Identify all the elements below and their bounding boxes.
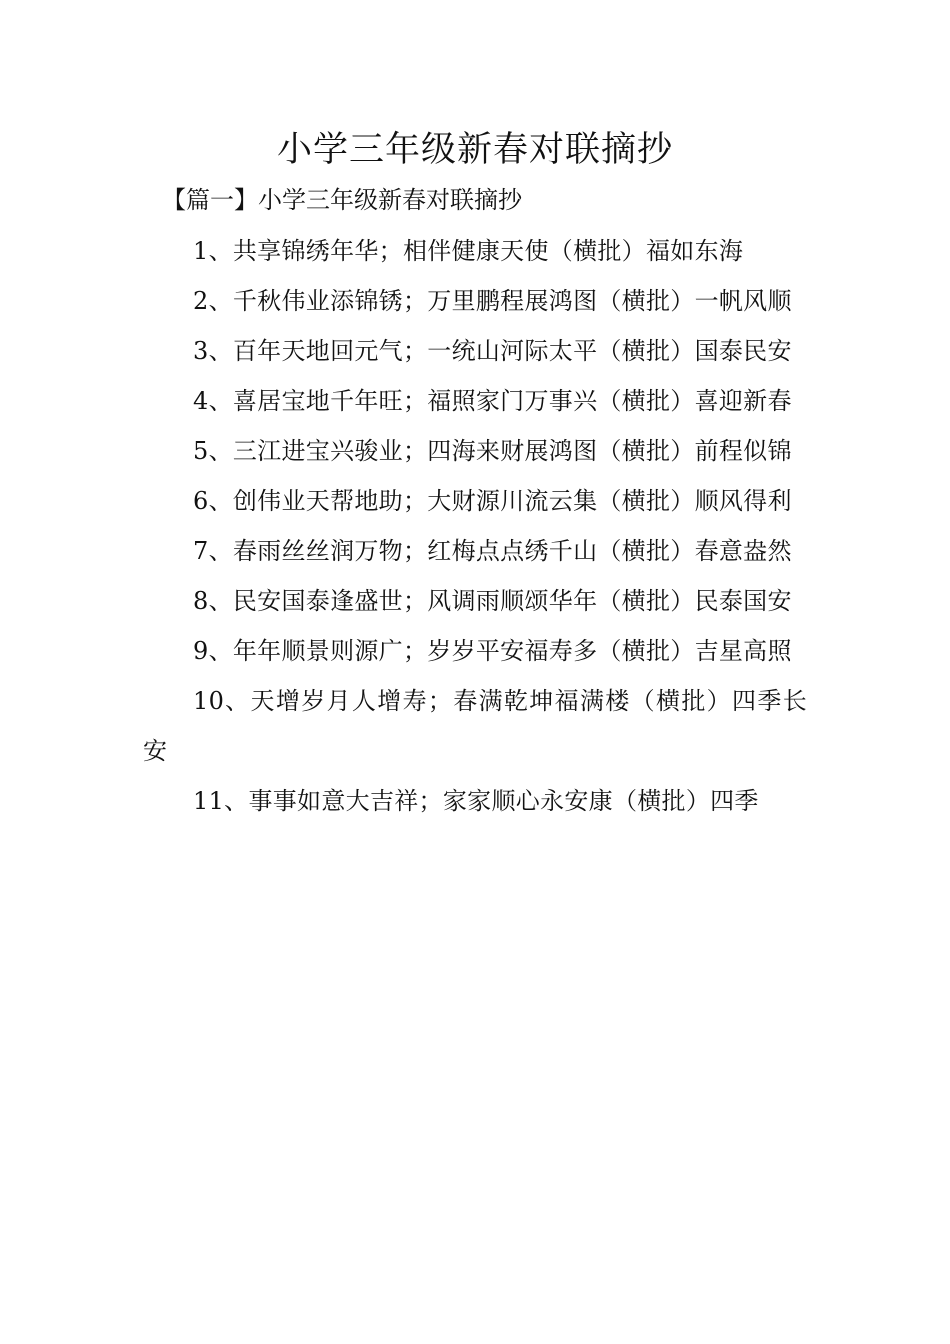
document-title: 小学三年级新春对联摘抄: [276, 130, 673, 170]
couplet-item: 7、春雨丝丝润万物；红梅点点绣千山（横批）春意盎然: [193, 537, 792, 565]
couplet-item: 3、百年天地回元气；一统山河际太平（横批）国泰民安: [193, 337, 792, 365]
section-heading: 【篇一】小学三年级新春对联摘抄: [162, 186, 522, 214]
couplet-item: 8、民安国泰逢盛世；风调雨顺颂华年（横批）民泰国安: [193, 587, 792, 615]
couplet-item: 10、天增岁月人增寿；春满乾坤福满楼（横批）四季长安: [143, 687, 807, 765]
couplet-item: 9、年年顺景则源广；岁岁平安福寿多（横批）吉星高照: [193, 637, 792, 665]
couplet-item: 2、千秋伟业添锦锈；万里鹏程展鸿图（横批）一帆风顺: [193, 287, 792, 315]
couplet-item: 1、共享锦绣年华；相伴健康天使（横批）福如东海: [193, 237, 744, 265]
couplet-item: 11、事事如意大吉祥；家家顺心永安康（横批）四季: [193, 787, 759, 815]
couplet-item: 4、喜居宝地千年旺；福照家门万事兴（横批）喜迎新春: [193, 387, 792, 415]
couplet-list: [143, 226, 807, 826]
couplet-item: 6、创伟业天帮地助；大财源川流云集（横批）顺风得利: [193, 487, 792, 515]
couplet-item: 5、三江进宝兴骏业；四海来财展鸿图（横批）前程似锦: [193, 437, 792, 465]
